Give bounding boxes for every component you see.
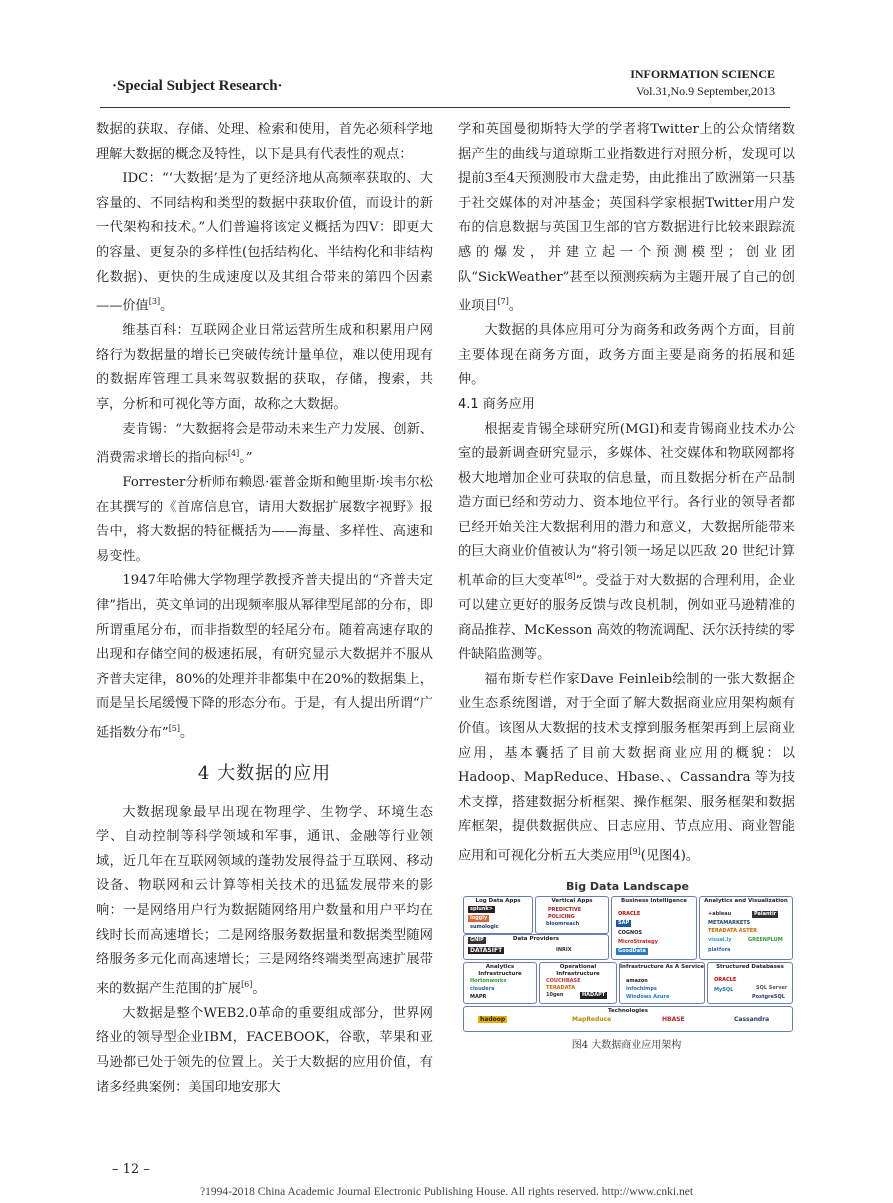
mapreduce-logo: MapReduce	[572, 1016, 612, 1023]
cognos-logo: COGNOS	[618, 930, 643, 936]
technologies-cell: Technologies hadoop MapReduce HBASE Cassandra	[463, 1006, 793, 1032]
teradata-aster-logo: TERADATA ASTER	[708, 928, 757, 934]
left-column	[96, 118, 433, 1100]
analytics-visualization-cell: Analytics and Visualization +ableau Palantir METAMARKETS TERADATA ASTER visual.ly GREENPLUM platfora	[699, 896, 793, 960]
journal-issue: Vol.31,No.9 September,2013	[636, 84, 775, 98]
sqlserver-logo: SQL Server	[756, 985, 788, 991]
paragraph: 维基百科：互联网企业日常运营所生成和积累用户网络行为数据量的增长已突破传统计量单位，难以使用现有的数据库管理工具来驾驭数据的获取，存储，搜索，共享，分析和可视化等方面，故称之大数据。	[96, 323, 433, 412]
platfora-logo: platfora	[708, 947, 731, 953]
loggly-logo: loggly	[470, 915, 488, 921]
microstrategy-logo: MicroStrategy	[618, 939, 659, 945]
gooddata-logo: GoodData	[618, 948, 646, 954]
hbase-logo: HBASE	[662, 1016, 685, 1023]
paragraph: 学和英国曼彻斯特大学的学者将Twitter上的公众情绪数据产生的曲线与道琼斯工业指数进行对照分析，发现可以提前3至4天预测股市大盘走势，由此推出了欧洲第一只基于社交媒体的对冲基金；英国科学家根据Twitter用户发布的信息数据与英国卫生部的官方数据进行比较来跟踪流感的爆发，并建立起一个预测模型；创业团队“SickWeather”甚至以预测疾病为主题开展了自己的创业项目[7]。	[458, 122, 795, 314]
big-data-landscape-figure	[461, 880, 794, 1032]
data-providers-cell: Data Providers GNIP DATASIFT INRIX	[463, 934, 609, 960]
journal-name: INFORMATION SCIENCE	[630, 67, 775, 81]
header-rule	[100, 107, 790, 108]
paragraph: 麦肯锡：“大数据将会是带动未来生产力发展、创新、消费需求增长的指向标[4]。”	[96, 421, 433, 466]
visually-logo: visual.ly	[708, 937, 732, 943]
sap-logo: SAP	[618, 920, 630, 926]
analytics-infrastructure-cell: Analytics Infrastructure Hortonworks cloudera MAPR	[463, 962, 537, 1004]
section-heading: 4 大数据的应用	[197, 763, 332, 785]
mapr-logo: MAPR	[470, 994, 487, 1000]
hadoop-logo: hadoop	[480, 1016, 506, 1023]
operational-infrastructure-cell: Operational Infrastructure COUCHBASE TERADATA 10gen HADAPT	[539, 962, 617, 1004]
figure-title: Big Data Landscape	[566, 880, 689, 893]
sumologic-logo: sumologic	[470, 924, 499, 930]
paragraph: 大数据的具体应用可分为商务和政务两个方面，目前主要体现在商务方面，政务方面主要是商务的拓展和延伸。	[458, 323, 795, 388]
subsection-heading: 4.1 商务应用	[458, 396, 535, 412]
palantir-logo: Palantir	[754, 911, 777, 917]
infochimps-logo: infochimps	[626, 986, 657, 992]
vertical-apps-cell: Vertical Apps PREDICTIVE POLICING bloomreach	[535, 896, 609, 934]
windows-azure-logo: Windows Azure	[626, 994, 670, 1000]
paragraph: 根据麦肯锡全球研究所(MGI)和麦肯锡商业技术办公室的最新调查研究显示，多媒体、社交媒体和物联网都将极大地增加企业可获取的信息量，而且数据分析在产品制造方面已经和劳动力、资本地位平行。各行业的领导者都已经开始关注大数据利用的潜力和意义，大数据所能带来的巨大商业价值被认为“将引领一场足以匹敌 20 世纪计算机革命的巨大变革[8]”。受益于对大数据的合理利用，企业可以建立更好的服务反馈与改良机制，例如亚马逊精准的商品推荐、McKesson 高效的物流调配、沃尔沃持续的零件缺陷监测等。	[458, 421, 796, 663]
tableau-logo: +ableau	[708, 911, 732, 917]
hadapt-logo: HADAPT	[582, 992, 606, 998]
structured-databases-cell: Structured Databases ORACLE MySQL SQL Server PostgreSQL	[707, 962, 793, 1004]
copyright-footer: ?1994-2018 China Academic Journal Electronic Publishing House. All rights reserved. http://www.cnki.net	[199, 1186, 694, 1198]
paragraph: Forrester分析师布赖恩·霍普金斯和鲍里斯·埃韦尔松在其撰写的《首席信息官，请用大数据扩展数字视野》报告中，将大数据的特征概括为——海量、多样性、高速和易变性。	[96, 475, 433, 564]
metamarkets-logo: METAMARKETS	[708, 920, 751, 926]
10gen-logo: 10gen	[546, 992, 564, 998]
oracle-logo: ORACLE	[618, 911, 641, 917]
paragraph: 1947年哈佛大学物理学教授齐普夫提出的“齐普夫定律”指出，英文单词的出现频率服从幂律型尾部的分布，即所谓重尾分布，而非指数型的轻尾分布。随着高速存取的出现和存储空间的极速拓展，有研究显示大数据并不服从齐普夫定律，80%的处理并非都集中在20%的数据集上，而是呈长尾缓慢下降的形态分布。于是，有人提出所谓“广延指数分布”[5]。	[96, 573, 433, 741]
cassandra-logo: Cassandra	[734, 1016, 770, 1023]
paragraph: 大数据是整个WEB2.0革命的重要组成部分，世界网络业的领导型企业IBM，FACEBOOK，谷歌，苹果和亚马逊都已处于领先的位置上。关于大数据的应用价值，有诸多经典案例：美国印地安那大	[96, 1005, 433, 1095]
hortonworks-logo: Hortonworks	[470, 978, 507, 984]
splunk-logo: splunk>	[470, 906, 493, 912]
paragraph: IDC：“‘大数据’是为了更经济地从高频率获取的、大容量的、不同结构和类型的数据中获取价值，而设计的新一代架构和技术。”人们普遍将该定义概括为四V：即更大的容量、更复杂的多样性(包括结构化、半结构化和非结构化数据)、更快的生成速度以及其组合带来的第四个因素——价值[3]。	[96, 171, 433, 314]
teradata-logo: TERADATA	[546, 985, 576, 991]
paragraph: 福布斯专栏作家Dave Feinleib绘制的一张大数据企业生态系统图谱，对于全面了解大数据商业应用架构颇有价值。该图从大数据的技术支撑到服务框架再到上层商业应用，基本囊括了目前大数据商业应用的概貌：以 Hadoop、MapReduce、Hbase、、Cassandra 等为技术支撑，搭建数据分析框架、操作框架、服务框架和数据库框架，提供数据供应、日志应用、节点应用、商业智能应用和可视化分析五大类应用[9](见图4)。	[458, 671, 795, 864]
page-number: – 12 –	[112, 1162, 150, 1177]
section-header: ·Special Subject Research·	[112, 78, 283, 94]
paragraph: 数据的获取、存储、处理、检索和使用，首先必须科学地理解大数据的概念及特性，以下是具有代表性的观点：	[96, 122, 433, 162]
datasift-logo: DATASIFT	[470, 947, 503, 954]
mysql-logo: MySQL	[714, 987, 734, 993]
oracle-db-logo: ORACLE	[714, 977, 737, 983]
amazon-logo: amazon	[626, 978, 648, 984]
gnip-logo: GNIP	[470, 937, 484, 943]
cloudera-logo: cloudera	[470, 986, 495, 992]
infrastructure-as-a-service-cell: Infrastructure As A Service amazon infochimps Windows Azure	[619, 962, 705, 1004]
predictive-policing-logo: PREDICTIVE POLICING	[548, 907, 582, 920]
paragraph: 大数据现象最早出现在物理学、生物学、环境生态学、自动控制等科学领域和军事，通讯、金融等行业领域，近几年在互联网领域的蓬勃发展得益于互联网、移动设备、物联网和云计算等相关技术的迅猛发展带来的影响：一是网络用户行为数据随网络用户数量和用户平均在线时长而高速增长；二是网络服务数据量和数据类型随网络服务多元化而高速增长；三是网络终端类型高速扩展带来的数据产生范围的扩展[6]。	[96, 804, 433, 997]
postgresql-logo: PostgreSQL	[752, 994, 785, 1000]
log-data-apps-cell: Log Data Apps splunk> loggly sumologic	[463, 896, 533, 934]
right-column	[458, 118, 795, 869]
greenplum-logo: GREENPLUM	[748, 937, 783, 943]
figure-caption: 图4 大数据商业应用架构	[571, 1040, 682, 1051]
bloomreach-logo: bloomreach	[546, 921, 580, 927]
inrix-logo: INRIX	[556, 947, 572, 953]
couchbase-logo: COUCHBASE	[546, 978, 581, 984]
journal-header	[630, 66, 775, 100]
business-intelligence-cell: Business Intelligence ORACLE SAP COGNOS MicroStrategy GoodData	[611, 896, 697, 960]
